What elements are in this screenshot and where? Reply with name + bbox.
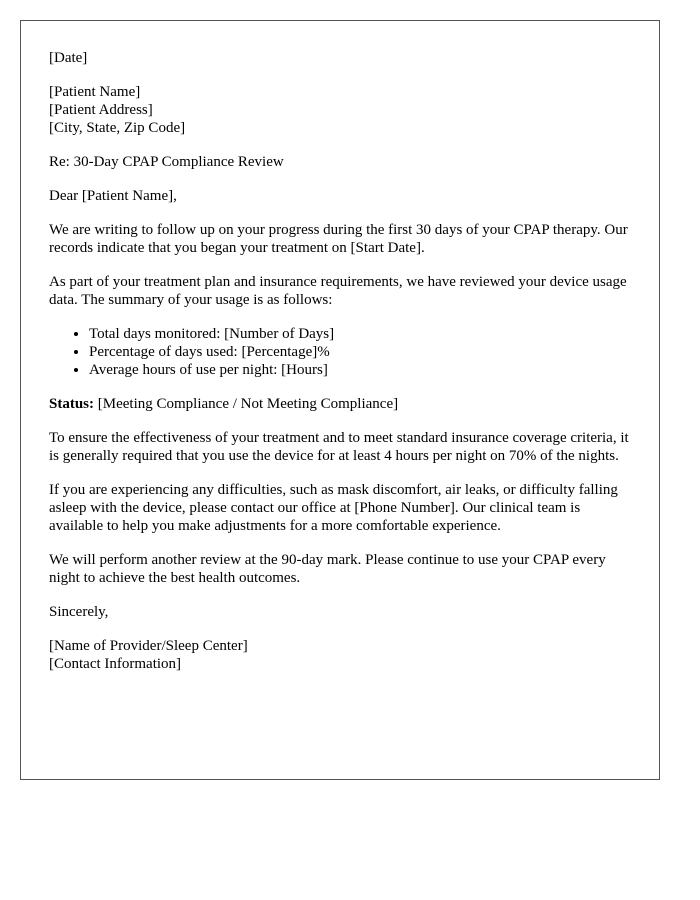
status-label: Status: [49,396,95,412]
letter-subject: Re: 30-Day CPAP Compliance Review [49,154,284,170]
followup-paragraph: We will perform another review at the 90-day mark. Please continue to use your CPAP every night to achieve the best health outcomes. [49,552,606,586]
letter-page [20,20,660,780]
signature-block [49,637,631,673]
letter-date: [Date] [49,50,88,66]
list-item: • Average hours of use per night: [Hours] [89,361,631,379]
recipient-block [49,83,631,137]
letter-salutation: Dear [Patient Name], [49,188,177,204]
usage-intro-paragraph: As part of your treatment plan and insurance requirements, we have reviewed your device usage data. The summary of your usage is as follows: [49,274,627,308]
signature-contact: [Contact Information] [49,656,182,672]
status-value: [Meeting Compliance / Not Meeting Compliance] [97,396,399,412]
list-item: • Total days monitored: [Number of Days] [89,325,631,343]
status-line [49,395,631,413]
signature-provider: [Name of Provider/Sleep Center] [49,638,248,654]
letter-closing: Sincerely, [49,604,109,620]
requirement-paragraph: To ensure the effectiveness of your treatment and to meet standard insurance coverage criteria, it is generally required that you use the device for at least 4 hours per night on 70% of the nights. [49,430,629,464]
recipient-address: [Patient Address] [49,102,153,118]
difficulties-paragraph: If you are experiencing any difficulties, such as mask discomfort, air leaks, or difficulty falling asleep with the device, please contact our office at [Phone Number]. Our clinical team is available to help you make adjustments for a more comfortable experience. [49,482,618,534]
recipient-city-state-zip: [City, State, Zip Code] [49,120,186,136]
recipient-name: [Patient Name] [49,84,141,100]
usage-summary-list [49,325,631,379]
list-item: • Percentage of days used: [Percentage]% [89,343,631,361]
intro-paragraph: We are writing to follow up on your progress during the first 30 days of your CPAP therapy. Our records indicate that you began your treatment on [Start Date]. [49,222,628,256]
